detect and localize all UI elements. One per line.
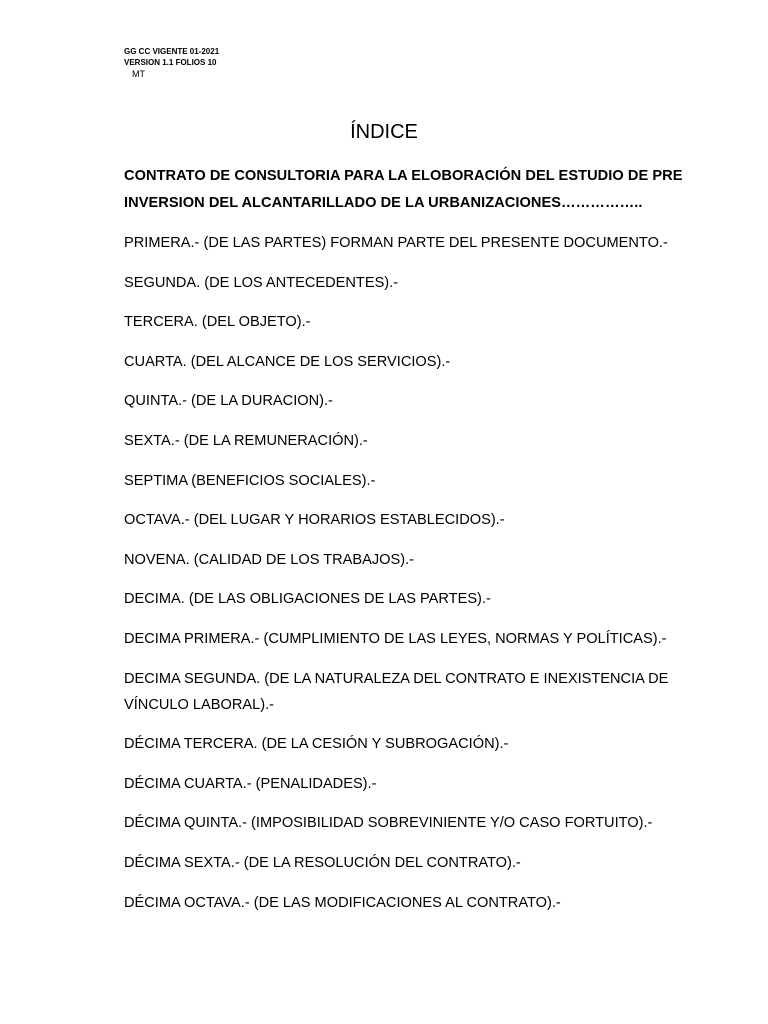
header-version-folios: VERSION 1.1 FOLIOS 10 [124,58,217,67]
clause-item-octava: OCTAVA.- (DEL LUGAR Y HORARIOS ESTABLECIDOS).- [124,512,505,529]
clause-item-decima-octava: DÉCIMA OCTAVA.- (DE LAS MODIFICACIONES AL CONTRATO).- [124,894,561,911]
clause-list [124,230,714,929]
index-title: ÍNDICE [350,121,418,143]
clause-item-novena: NOVENA. (CALIDAD DE LOS TRABAJOS).- [124,551,415,568]
clause-item-segunda: SEGUNDA. (DE LOS ANTECEDENTES).- [124,274,399,291]
clause-item-septima: SEPTIMA (BENEFICIOS SOCIALES).- [124,472,376,489]
clause-item-decima-sexta: DÉCIMA SEXTA.- (DE LA RESOLUCIÓN DEL CONTRATO).- [124,854,521,871]
clause-item-tercera: TERCERA. (DEL OBJETO).- [124,314,311,331]
header-initials: MT [132,69,145,79]
clause-item-cuarta: CUARTA. (DEL ALCANCE DE LOS SERVICIOS).- [124,353,451,370]
clause-item-decima-quinta: DÉCIMA QUINTA.- (IMPOSIBILIDAD SOBREVINIENTE Y/O CASO FORTUITO).- [124,815,653,832]
contract-title: CONTRATO DE CONSULTORIA PARA LA ELOBORACIÓN DEL ESTUDIO DE PRE INVERSION DEL ALCANTARILLADO DE LA URBANIZACIONES…………….. [124,168,683,211]
document-header-meta [124,46,219,81]
clause-item-primera: PRIMERA.- (DE LAS PARTES) FORMAN PARTE DEL PRESENTE DOCUMENTO.- [124,235,668,251]
clause-item-decima-tercera: DÉCIMA TERCERA. (DE LA CESIÓN Y SUBROGACIÓN).- [124,736,509,753]
clause-item-decima: DECIMA. (DE LAS OBLIGACIONES DE LAS PARTES).- [124,591,491,608]
clause-item-quinta: QUINTA.- (DE LA DURACION).- [124,393,333,410]
clause-item-sexta: SEXTA.- (DE LA REMUNERACIÓN).- [124,432,368,449]
clause-item-decima-cuarta: DÉCIMA CUARTA.- (PENALIDADES).- [124,775,377,792]
clause-item-decima-primera: DECIMA PRIMERA.- (CUMPLIMIENTO DE LAS LEYES, NORMAS Y POLÍTICAS).- [124,630,667,647]
clause-item-decima-segunda: DECIMA SEGUNDA. (DE LA NATURALEZA DEL CONTRATO E INEXISTENCIA DE VÍNCULO LABORAL).- [124,670,669,713]
header-version-code: GG CC VIGENTE 01-2021 [124,47,220,56]
